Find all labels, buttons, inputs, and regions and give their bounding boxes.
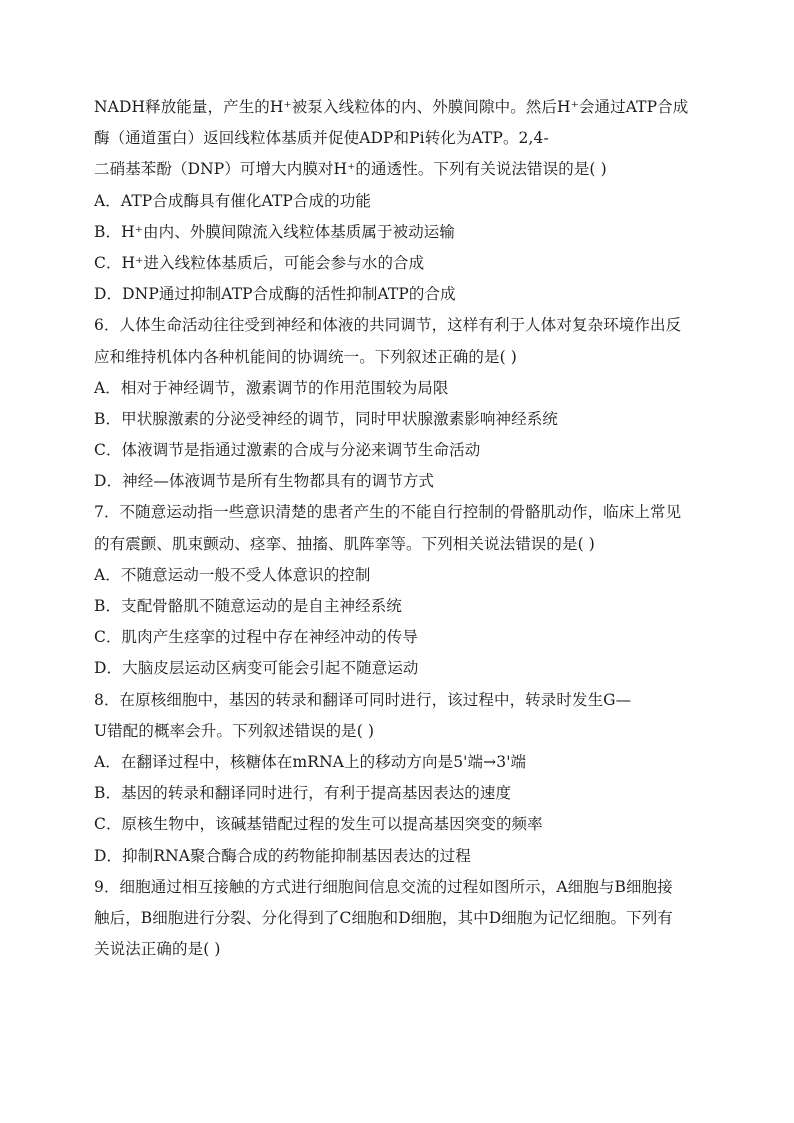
option-a: A．不随意运动一般不受人体意识的控制: [94, 565, 371, 584]
option-d: D．DNP通过抑制ATP合成酶的活性抑制ATP的合成: [94, 285, 456, 304]
question-7-stem: 的有震颤、肌束颤动、痉挛、抽搐、肌阵挛等。下列相关说法错误的是( ): [94, 534, 595, 553]
option-c: C．原核生物中，该碱基错配过程的发生可以提高基因突变的频率: [94, 815, 543, 834]
option-b: B．支配骨骼肌不随意运动的是自主神经系统: [94, 597, 402, 615]
question-6-stem: 6．人体生命活动往往受到神经和体液的共同调节，这样有利于人体对复杂环境作出反: [94, 316, 682, 335]
option-c: C．H⁺进入线粒体基质后，可能会参与水的合成: [94, 253, 425, 272]
question-9-stem: 关说法正确的是( ): [94, 940, 221, 959]
option-b: B．H⁺由内、外膜间隙流入线粒体基质属于被动运输: [94, 222, 455, 241]
option-c: C．肌肉产生痉挛的过程中存在神经冲动的传导: [94, 628, 418, 647]
option-a: A．相对于神经调节，激素调节的作用范围较为局限: [94, 378, 449, 397]
question-8-stem: U错配的概率会升。下列叙述错误的是( ): [94, 721, 375, 740]
question-7-stem: 7．不随意运动指一些意识清楚的患者产生的不能自行控制的骨骼肌动作，临床上常见: [94, 503, 682, 522]
question-text-line: NADH释放能量，产生的H⁺被泵入线粒体的内、外膜间隙中。然后H⁺会通过ATP合成: [94, 98, 689, 116]
question-9-stem: 触后，B细胞进行分裂、分化得到了C细胞和D细胞，其中D细胞为记忆细胞。下列有: [94, 908, 673, 927]
option-d: D．神经—体液调节是所有生物都具有的调节方式: [94, 472, 435, 491]
option-d: D．抑制RNA聚合酶合成的药物能抑制基因表达的过程: [94, 846, 471, 865]
question-8-stem: 8．在原核细胞中，基因的转录和翻译可同时进行，该过程中，转录时发生G—: [94, 690, 632, 709]
option-b: B．甲状腺激素的分泌受神经的调节，同时甲状腺激素影响神经系统: [94, 409, 558, 428]
question-6-stem: 应和维持机体内各种机能间的协调统一。下列叙述正确的是( ): [94, 347, 517, 366]
question-text-line: 二硝基苯酚（DNP）可增大内膜对H⁺的通透性。下列有关说法错误的是( ): [94, 160, 607, 179]
option-b: B．基因的转录和翻译同时进行，有利于提高基因表达的速度: [94, 784, 512, 803]
option-a: A．ATP合成酶具有催化ATP合成的功能: [94, 191, 371, 210]
question-9-stem: 9．细胞通过相互接触的方式进行细胞间信息交流的过程如图所示，A细胞与B细胞接: [94, 877, 673, 896]
question-text-line: 酶（通道蛋白）返回线粒体基质并促使ADP和Pi转化为ATP。2,4-: [94, 129, 549, 148]
option-d: D．大脑皮层运动区病变可能会引起不随意运动: [94, 659, 419, 678]
option-a: A．在翻译过程中，核糖体在mRNA上的移动方向是5'端→3'端: [94, 752, 527, 771]
option-c: C．体液调节是指通过激素的合成与分泌来调节生命活动: [94, 441, 481, 460]
